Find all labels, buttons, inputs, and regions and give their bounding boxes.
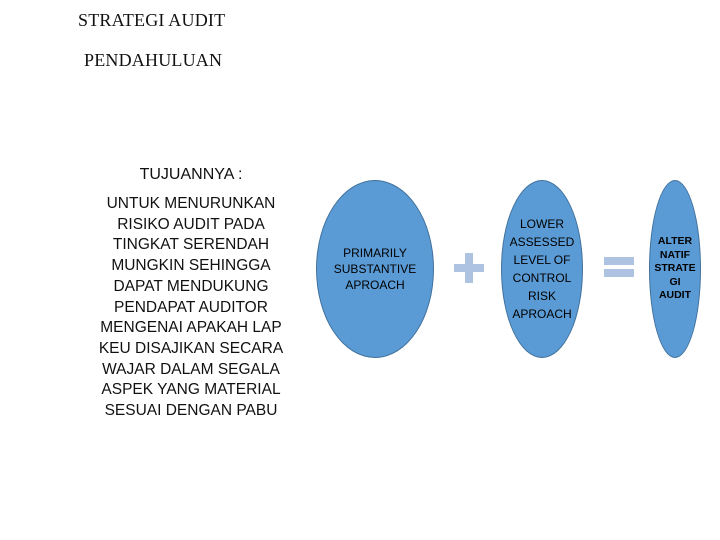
goal-description: UNTUK MENURUNKAN RISIKO AUDIT PADA TINGKAT SERENDAH MUNGKIN SEHINGGA DAPAT MENDUKUNG PENDAPAT AUDITOR MENGENAI APAKAH LAP KEU DISAJIKAN SECARA WAJAR DALAM SEGALA ASPEK YANG MATERIAL SESUAI DENGAN PABU <box>98 195 284 420</box>
plus-icon <box>452 250 486 286</box>
goal-heading: TUJUANNYA : <box>139 166 243 183</box>
alternative-audit-strategy-ellipse <box>649 180 701 358</box>
slide-title: STRATEGI AUDIT <box>78 10 226 30</box>
primarily-substantive-approach-ellipse <box>316 180 434 358</box>
lower-assessed-control-risk-approach-ellipse <box>501 180 583 358</box>
slide-subtitle: PENDAHULUAN <box>84 50 223 70</box>
equals-icon <box>602 254 636 280</box>
ellipse-label: PRIMARILY SUBSTANTIVE APROACH <box>333 246 417 292</box>
ellipse-label: LOWER ASSESSED LEVEL OF CONTROL RISK APROACH <box>509 217 575 321</box>
ellipse-label: ALTER NATIF STRATE GI AUDIT <box>654 235 696 302</box>
